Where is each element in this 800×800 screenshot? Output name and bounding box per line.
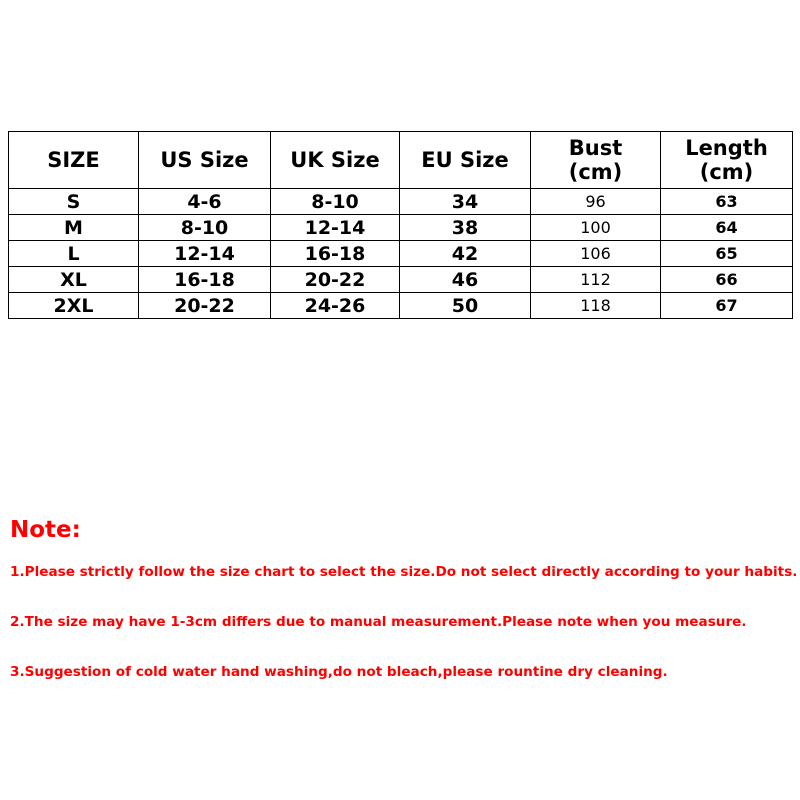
table-row [9, 189, 793, 215]
cell-uk: 8-10 [271, 189, 400, 215]
cell-us: 8-10 [139, 215, 271, 241]
cell-size: 2XL [9, 293, 139, 319]
cell-eu: 46 [400, 267, 531, 293]
header-bust-line1: Bust [568, 136, 623, 160]
header-eu-size: EU Size [400, 132, 531, 189]
header-bust [531, 132, 661, 189]
cell-us: 4-6 [139, 189, 271, 215]
notes-section [10, 515, 798, 681]
header-uk-size: UK Size [271, 132, 400, 189]
header-size: SIZE [9, 132, 139, 189]
note-title: Note: [10, 517, 81, 543]
cell-us: 20-22 [139, 293, 271, 319]
cell-size: S [9, 189, 139, 215]
cell-bust: 106 [531, 241, 661, 267]
note-item-1: 1.Please strictly follow the size chart to select the size.Do not select directly according to your habits. [10, 564, 798, 580]
cell-eu: 34 [400, 189, 531, 215]
header-bust-line2: (cm) [568, 160, 623, 184]
note-item-3: 3.Suggestion of cold water hand washing,do not bleach,please rountine dry cleaning. [10, 664, 668, 680]
cell-bust: 118 [531, 293, 661, 319]
cell-length: 67 [661, 293, 793, 319]
table-row [9, 267, 793, 293]
cell-eu: 38 [400, 215, 531, 241]
header-length-line1: Length [685, 136, 768, 160]
cell-eu: 42 [400, 241, 531, 267]
note-item-2: 2.The size may have 1-3cm differs due to manual measurement.Please note when you measure. [10, 614, 747, 630]
cell-uk: 20-22 [271, 267, 400, 293]
cell-us: 12-14 [139, 241, 271, 267]
header-length-line2: (cm) [699, 160, 754, 184]
cell-size: M [9, 215, 139, 241]
cell-eu: 50 [400, 293, 531, 319]
cell-length: 66 [661, 267, 793, 293]
cell-us: 16-18 [139, 267, 271, 293]
cell-bust: 100 [531, 215, 661, 241]
cell-length: 64 [661, 215, 793, 241]
header-us-size: US Size [139, 132, 271, 189]
size-chart-table [8, 131, 793, 319]
table-row [9, 241, 793, 267]
cell-uk: 16-18 [271, 241, 400, 267]
cell-size: XL [9, 267, 139, 293]
cell-bust: 96 [531, 189, 661, 215]
cell-length: 65 [661, 241, 793, 267]
table-row [9, 215, 793, 241]
header-length [661, 132, 793, 189]
cell-uk: 24-26 [271, 293, 400, 319]
cell-size: L [9, 241, 139, 267]
table-header-row [9, 132, 793, 189]
table-row [9, 293, 793, 319]
cell-length: 63 [661, 189, 793, 215]
cell-bust: 112 [531, 267, 661, 293]
cell-uk: 12-14 [271, 215, 400, 241]
